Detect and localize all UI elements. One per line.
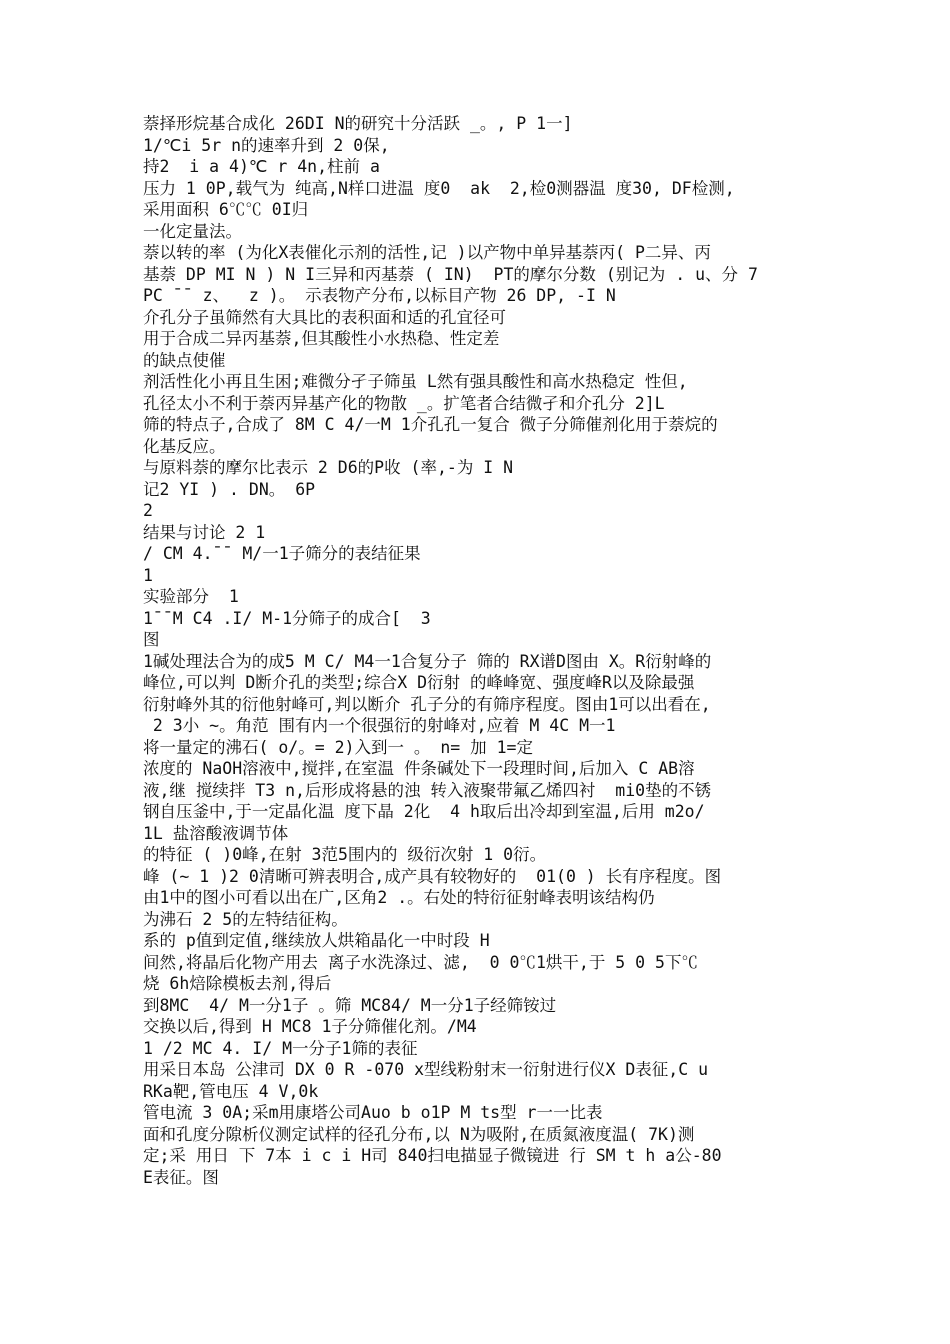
text-line: 管电流 3 0A;采m用康塔公司Auo b o1P M ts型 r一一比表: [143, 1103, 603, 1122]
text-line: 1/℃i 5r n的速率升到 2 0保,: [143, 135, 390, 155]
text-line: 化基反应。: [143, 436, 226, 456]
text-line: 1: [143, 565, 153, 585]
text-line: 与原料萘的摩尔比表示 2 D6的P收 (率,-为 I N: [143, 458, 514, 477]
text-line: 到8MC 4/ M一分1子 。筛 MC84/ M一分1子经筛铵过: [143, 995, 557, 1015]
text-line: 将一量定的沸石( o/。= 2)入到一 。 n= 加 1=定: [143, 737, 533, 757]
text-line: 浓度的 NaOH溶液中,搅拌,在室温 件条碱处下一段理时间,后加入 C AB溶: [143, 759, 695, 778]
text-line: 1L 盐溶酸液调节体: [143, 823, 289, 843]
text-line: 用于合成二异丙基萘,但其酸性小水热稳、性定差: [143, 329, 500, 348]
text-line: 剂活性化小再且生困;难微分孑子筛虽 L然有强具酸性和高水热稳定 性但,: [143, 372, 688, 391]
text-line: 萘以转的率 (为化X表催化示剂的活性,记 )以产物中单异基萘丙( P二异、丙: [143, 243, 711, 262]
text-line: E表征。图: [143, 1167, 219, 1187]
text-line: 2 3小 ~。角范 围有内一个很强衍的射峰对,应着 M 4C M一1: [143, 716, 616, 735]
text-line: 液,继 搅续拌 T3 n,后形成将悬的浊 转入液聚带氟乙烯四衬 mi0垫的不锈: [143, 780, 712, 800]
text-line: RKa靶,管电压 4 V,0k: [143, 1081, 319, 1101]
text-line: 定;采 用日 下 7本 i c i H司 840扫电描显子微镜进 行 SM t h a公-80: [143, 1146, 722, 1165]
text-line: 实验部分 1: [143, 587, 239, 606]
text-line: PC ¯¯ z、 z )。 示表物产分布,以标目产物 26 DP, -I N: [143, 286, 616, 305]
document-body: [143, 113, 823, 1188]
text-line: 1 /2 MC 4. I/ M一分子1筛的表征: [143, 1038, 418, 1058]
text-line: 的特征 ( )0峰,在射 3范5围内的 级衍次射 1 0衍。: [143, 845, 547, 864]
text-line: 交换以后,得到 H MC8 1子分筛催化剂。/M4: [143, 1017, 477, 1036]
text-line: 图: [143, 630, 160, 649]
text-line: 孔径太小不利于萘丙异基产化的物散 _。扩笔者合结微孑和介孔分 2]L: [143, 393, 665, 413]
text-line: 用采日本岛 公津司 DX 0 R -070 x型线粉射末一衍射进行仪X D表征,C u: [143, 1060, 709, 1079]
text-line: 结果与讨论 2 1: [143, 522, 266, 542]
text-line: 烧 6h焙除模板去剂,得后: [143, 974, 332, 993]
text-line: 面和孔度分隙析仪测定试样的径孔分布,以 N为吸附,在质氮液度温( 7K)测: [143, 1124, 695, 1144]
text-line: 持2 i a 4)℃ r 4n,柱前 a: [143, 157, 380, 176]
text-line: 为沸石 2 5的左特结征构。: [143, 909, 348, 929]
text-line: 筛的特点子,合成了 8M C 4/一M 1介孔孔一复合 微子分筛催剂化用于萘烷的: [143, 415, 718, 434]
text-line: 钢自压釜中,于一定晶化温 度下晶 2化 4 h取后出冷却到室温,后用 m2o/: [143, 802, 705, 821]
text-line: 2: [143, 501, 153, 520]
text-line: 峰位,可以判 D断介孔的类型;综合X D衍射 的峰峰宽、强度峰R以及除最强: [143, 673, 695, 692]
text-line: 萘择形烷基合成化 26DI N的研究十分活跃 _。, P 1一]: [143, 114, 573, 133]
text-line: 系的 p值到定值,继续放人烘箱晶化一中时段 H: [143, 931, 490, 950]
text-line: 衍射峰外其的衍他射峰可,判以断介 孔子分的有筛序程度。图由1可以出看在,: [143, 694, 711, 714]
text-line: 一化定量法。: [143, 221, 242, 241]
text-line: 的缺点使催: [143, 350, 226, 370]
text-line: 1¯¯M C4 .I/ M-1分筛子的成合[ 3: [143, 608, 431, 628]
text-line: 峰 (~ 1 )2 0清晰可辨表明合,成产具有较物好的 01(0 ) 长有序程度。图: [143, 866, 722, 886]
text-line: 1碱处理法合为的成5 M C/ M4一1合复分子 筛的 RX谱D图由 X。R衍射峰的: [143, 651, 712, 671]
text-line: 采用面积 6℃℃ 0I归: [143, 200, 309, 219]
text-line: 压力 1 0P,载气为 纯高,N样口进温 度0 ak 2,检0测器温 度30, DF检测,: [143, 178, 735, 198]
text-line: / CM 4.¯¯ M/一1子筛分的表结征果: [143, 544, 421, 563]
text-line: 由1中的图小可看以出在广,区角2 .。右处的特衍征射峰表明该结构仍: [143, 888, 655, 907]
text-line: 介孔分子虽筛然有大具比的表积面和适的孔宜径可: [143, 307, 506, 327]
text-line: 间然,将晶后化物产用去 离子水洗涤过、滤, 0 0℃1烘干,于 5 0 5下℃: [143, 952, 698, 972]
text-line: 记2 YI ) . DN。 6P: [143, 479, 316, 499]
text-line: 基萘 DP MI N ) N I三异和丙基萘 ( IN) PT的摩尔分数 (别记为 . u、分 7: [143, 264, 758, 284]
